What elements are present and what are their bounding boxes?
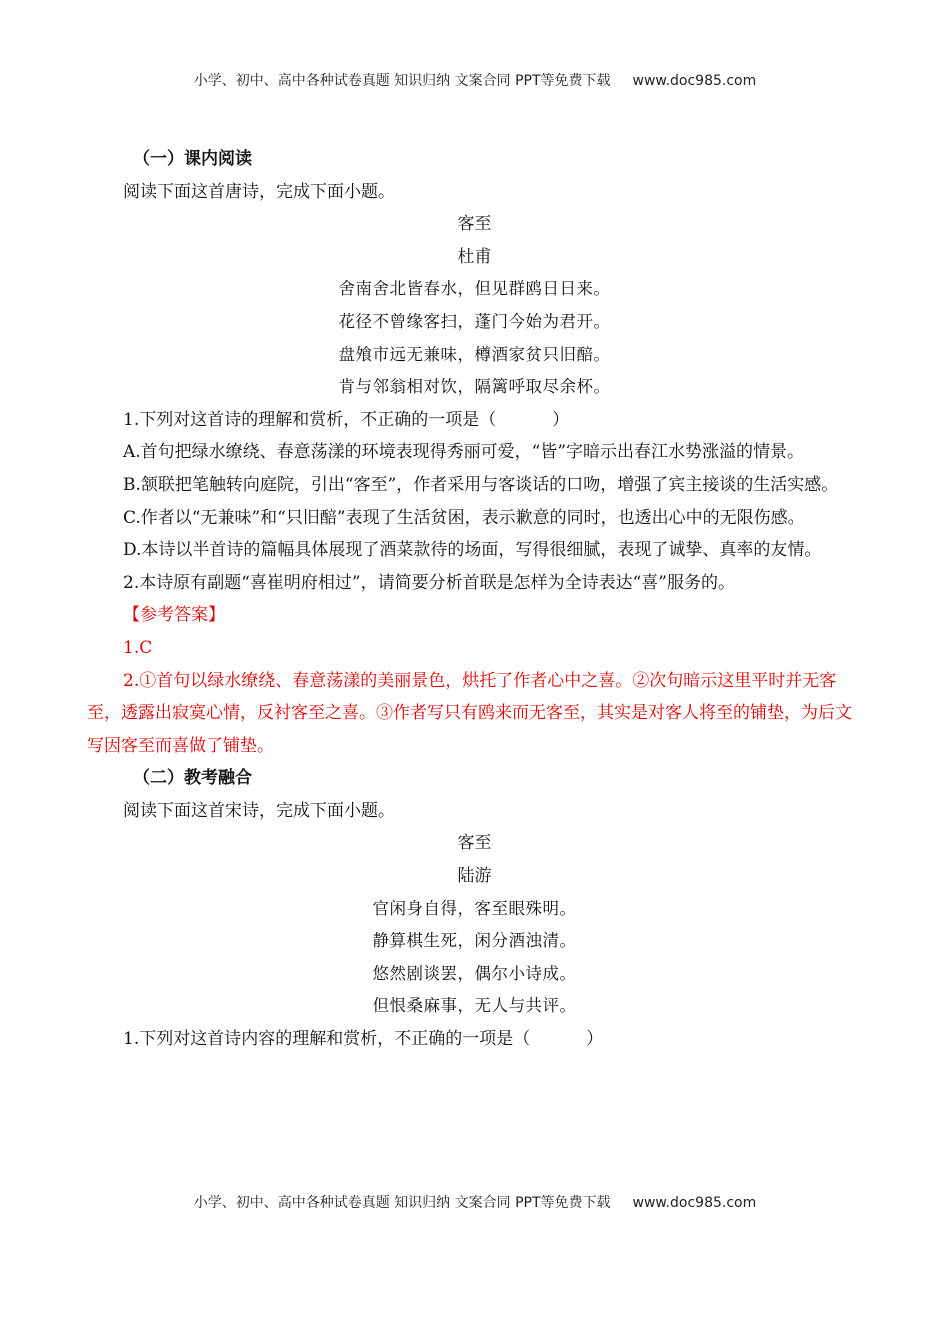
poem1-line: 舍南舍北皆春水，但见群鸥日日来。	[338, 279, 611, 299]
question-2-1	[87, 1023, 862, 1056]
question-1	[87, 404, 862, 437]
page-header	[0, 70, 950, 90]
header-text: 小学、初中、高中各种试卷真题 知识归纳 文案合同 PPT等免费下载	[193, 73, 611, 89]
option-c: C.作者以“无兼味”和“只旧醅”表现了生活贫困，表示歉意的同时，也透出心中的无限伤感。	[123, 507, 805, 528]
section1-heading: （一）课内阅读	[133, 149, 252, 169]
question-1-close: ）	[552, 409, 570, 430]
header-url[interactable]: www.doc985.com	[632, 73, 757, 89]
poem2-line: 官闲身自得，客至眼殊明。	[372, 898, 577, 918]
section2-heading: （二）教考融合	[133, 768, 252, 789]
poem1-line: 盘飧市远无兼味，樽酒家贫只旧醅。	[338, 344, 611, 364]
question-2-1-stem: 1.下列对这首诗内容的理解和赏析，不正确的一项是（	[123, 1029, 531, 1050]
document-body	[87, 143, 862, 1056]
poem1-line: 花径不曾缘客扫，蓬门今始为君开。	[338, 311, 611, 331]
poem2-line: 但恨桑麻事，无人与共评。	[372, 996, 577, 1016]
poem1-line: 肯与邻翁相对饮，隔篱呼取尽余杯。	[338, 377, 611, 397]
question-1-stem: 1.下列对这首诗的理解和赏析，不正确的一项是（	[123, 409, 497, 430]
footer-url[interactable]: www.doc985.com	[632, 1195, 757, 1211]
poem1-title: 客至	[457, 214, 492, 235]
question-2: 2.本诗原有副题“喜崔明府相过”，请简要分析首联是怎样为全诗表达“喜”服务的。	[123, 572, 735, 593]
option-b: B.颔联把笔触转向庭院，引出“客至”，作者采用与客谈话的口吻，增强了宾主接谈的生活实感。	[123, 474, 839, 495]
section1-intro: 阅读下面这首唐诗，完成下面小题。	[123, 181, 395, 202]
option-d: D.本诗以半首诗的篇幅具体展现了酒菜款待的场面，写得很细腻，表现了诚挚、真率的友情。	[123, 540, 822, 561]
answer-label: 【参考答案】	[123, 605, 225, 626]
question-2-1-close: ）	[586, 1029, 604, 1050]
answer-2: 2.①首句以绿水缭绕、春意荡漾的美丽景色，烘托了作者心中之喜。②次句暗示这里平时并无客至，透露出寂寞心情，反衬客至之喜。③作者写只有鸥来而无客至，其实是对客人将至的铺垫，为后文写因客至而喜做了铺垫。	[87, 670, 852, 756]
section2-intro: 阅读下面这首宋诗，完成下面小题。	[123, 800, 395, 821]
poem2-author: 陆游	[457, 866, 492, 887]
poem2-line: 悠然剧谈罢，偶尔小诗成。	[372, 963, 577, 983]
page-footer	[0, 1192, 950, 1212]
option-a: A.首句把绿水缭绕、春意荡漾的环境表现得秀丽可爱，“皆”字暗示出春江水势涨溢的情景。	[123, 442, 805, 463]
poem2-line: 静算棋生死，闲分酒浊清。	[372, 931, 577, 951]
answer-1: 1.C	[123, 637, 153, 658]
poem2-title: 客至	[457, 833, 492, 854]
poem1-author: 杜甫	[457, 246, 492, 267]
footer-text: 小学、初中、高中各种试卷真题 知识归纳 文案合同 PPT等免费下载	[193, 1195, 611, 1211]
